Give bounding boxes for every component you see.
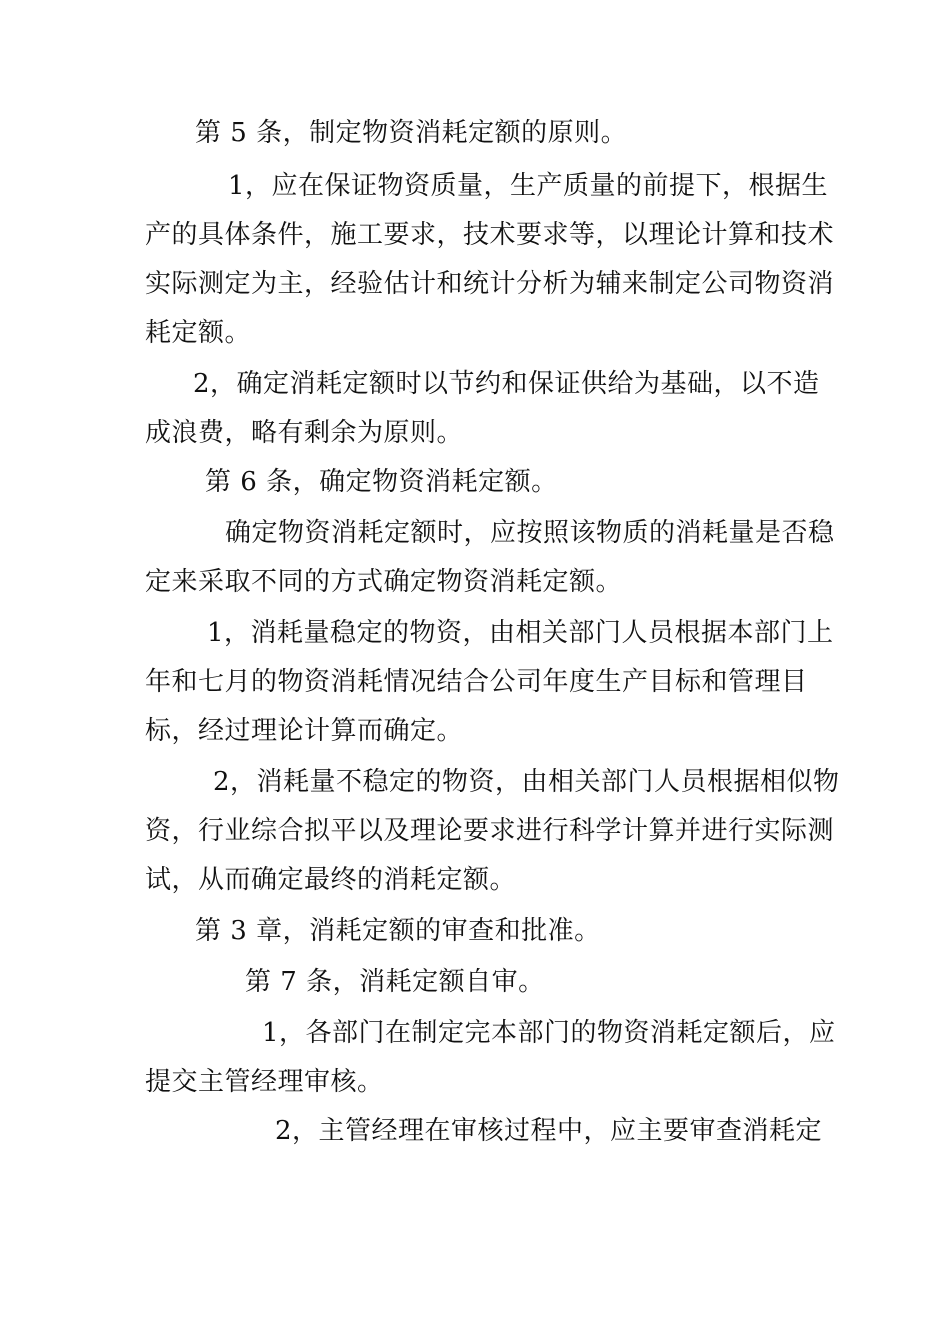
chapter-3-heading: 第 3 章，消耗定额的审查和批准。 xyxy=(195,916,601,946)
article-7-item-1-line-1: 1，各部门在制定完本部门的物资消耗定额后，应 xyxy=(262,1018,836,1048)
article-5-item-2-line-1: 2，确定消耗定额时以节约和保证供给为基础，以不造 xyxy=(193,369,820,399)
article-7-item-1-line-2: 提交主管经理审核。 xyxy=(145,1067,384,1097)
article-6-item-1-line-3: 标，经过理论计算而确定。 xyxy=(145,716,464,746)
article-5-item-1-line-3: 实际测定为主，经验估计和统计分析为辅来制定公司物资消 xyxy=(145,269,835,299)
article-7-heading: 第 7 条，消耗定额自审。 xyxy=(245,967,545,997)
article-5-item-1-line-4: 耗定额。 xyxy=(145,318,252,348)
article-6-intro-line-1: 确定物资消耗定额时，应按照该物质的消耗量是否稳 xyxy=(225,518,835,548)
article-6-item-2-line-1: 2，消耗量不稳定的物资，由相关部门人员根据相似物 xyxy=(213,767,840,797)
article-5-item-2-line-2: 成浪费，略有剩余为原则。 xyxy=(145,418,464,448)
article-6-intro-line-2: 定来采取不同的方式确定物资消耗定额。 xyxy=(145,567,623,597)
article-5-item-1-line-2: 产的具体条件，施工要求，技术要求等，以理论计算和技术 xyxy=(145,220,835,250)
article-6-item-2-line-2: 资，行业综合拟平以及理论要求进行科学计算并进行实际测 xyxy=(145,816,835,846)
article-5-heading: 第 5 条，制定物资消耗定额的原则。 xyxy=(195,118,628,148)
article-6-heading: 第 6 条，确定物资消耗定额。 xyxy=(205,467,558,497)
article-6-item-2-line-3: 试，从而确定最终的消耗定额。 xyxy=(145,865,517,895)
article-5-item-1-line-1: 1，应在保证物资质量，生产质量的前提下，根据生 xyxy=(228,171,829,201)
article-6-item-1-line-1: 1，消耗量稳定的物资，由相关部门人员根据本部门上 xyxy=(207,618,834,648)
article-7-item-2-line-1: 2，主管经理在审核过程中，应主要审查消耗定 xyxy=(275,1116,823,1146)
article-6-item-1-line-2: 年和七月的物资消耗情况结合公司年度生产目标和管理目 xyxy=(145,667,808,697)
